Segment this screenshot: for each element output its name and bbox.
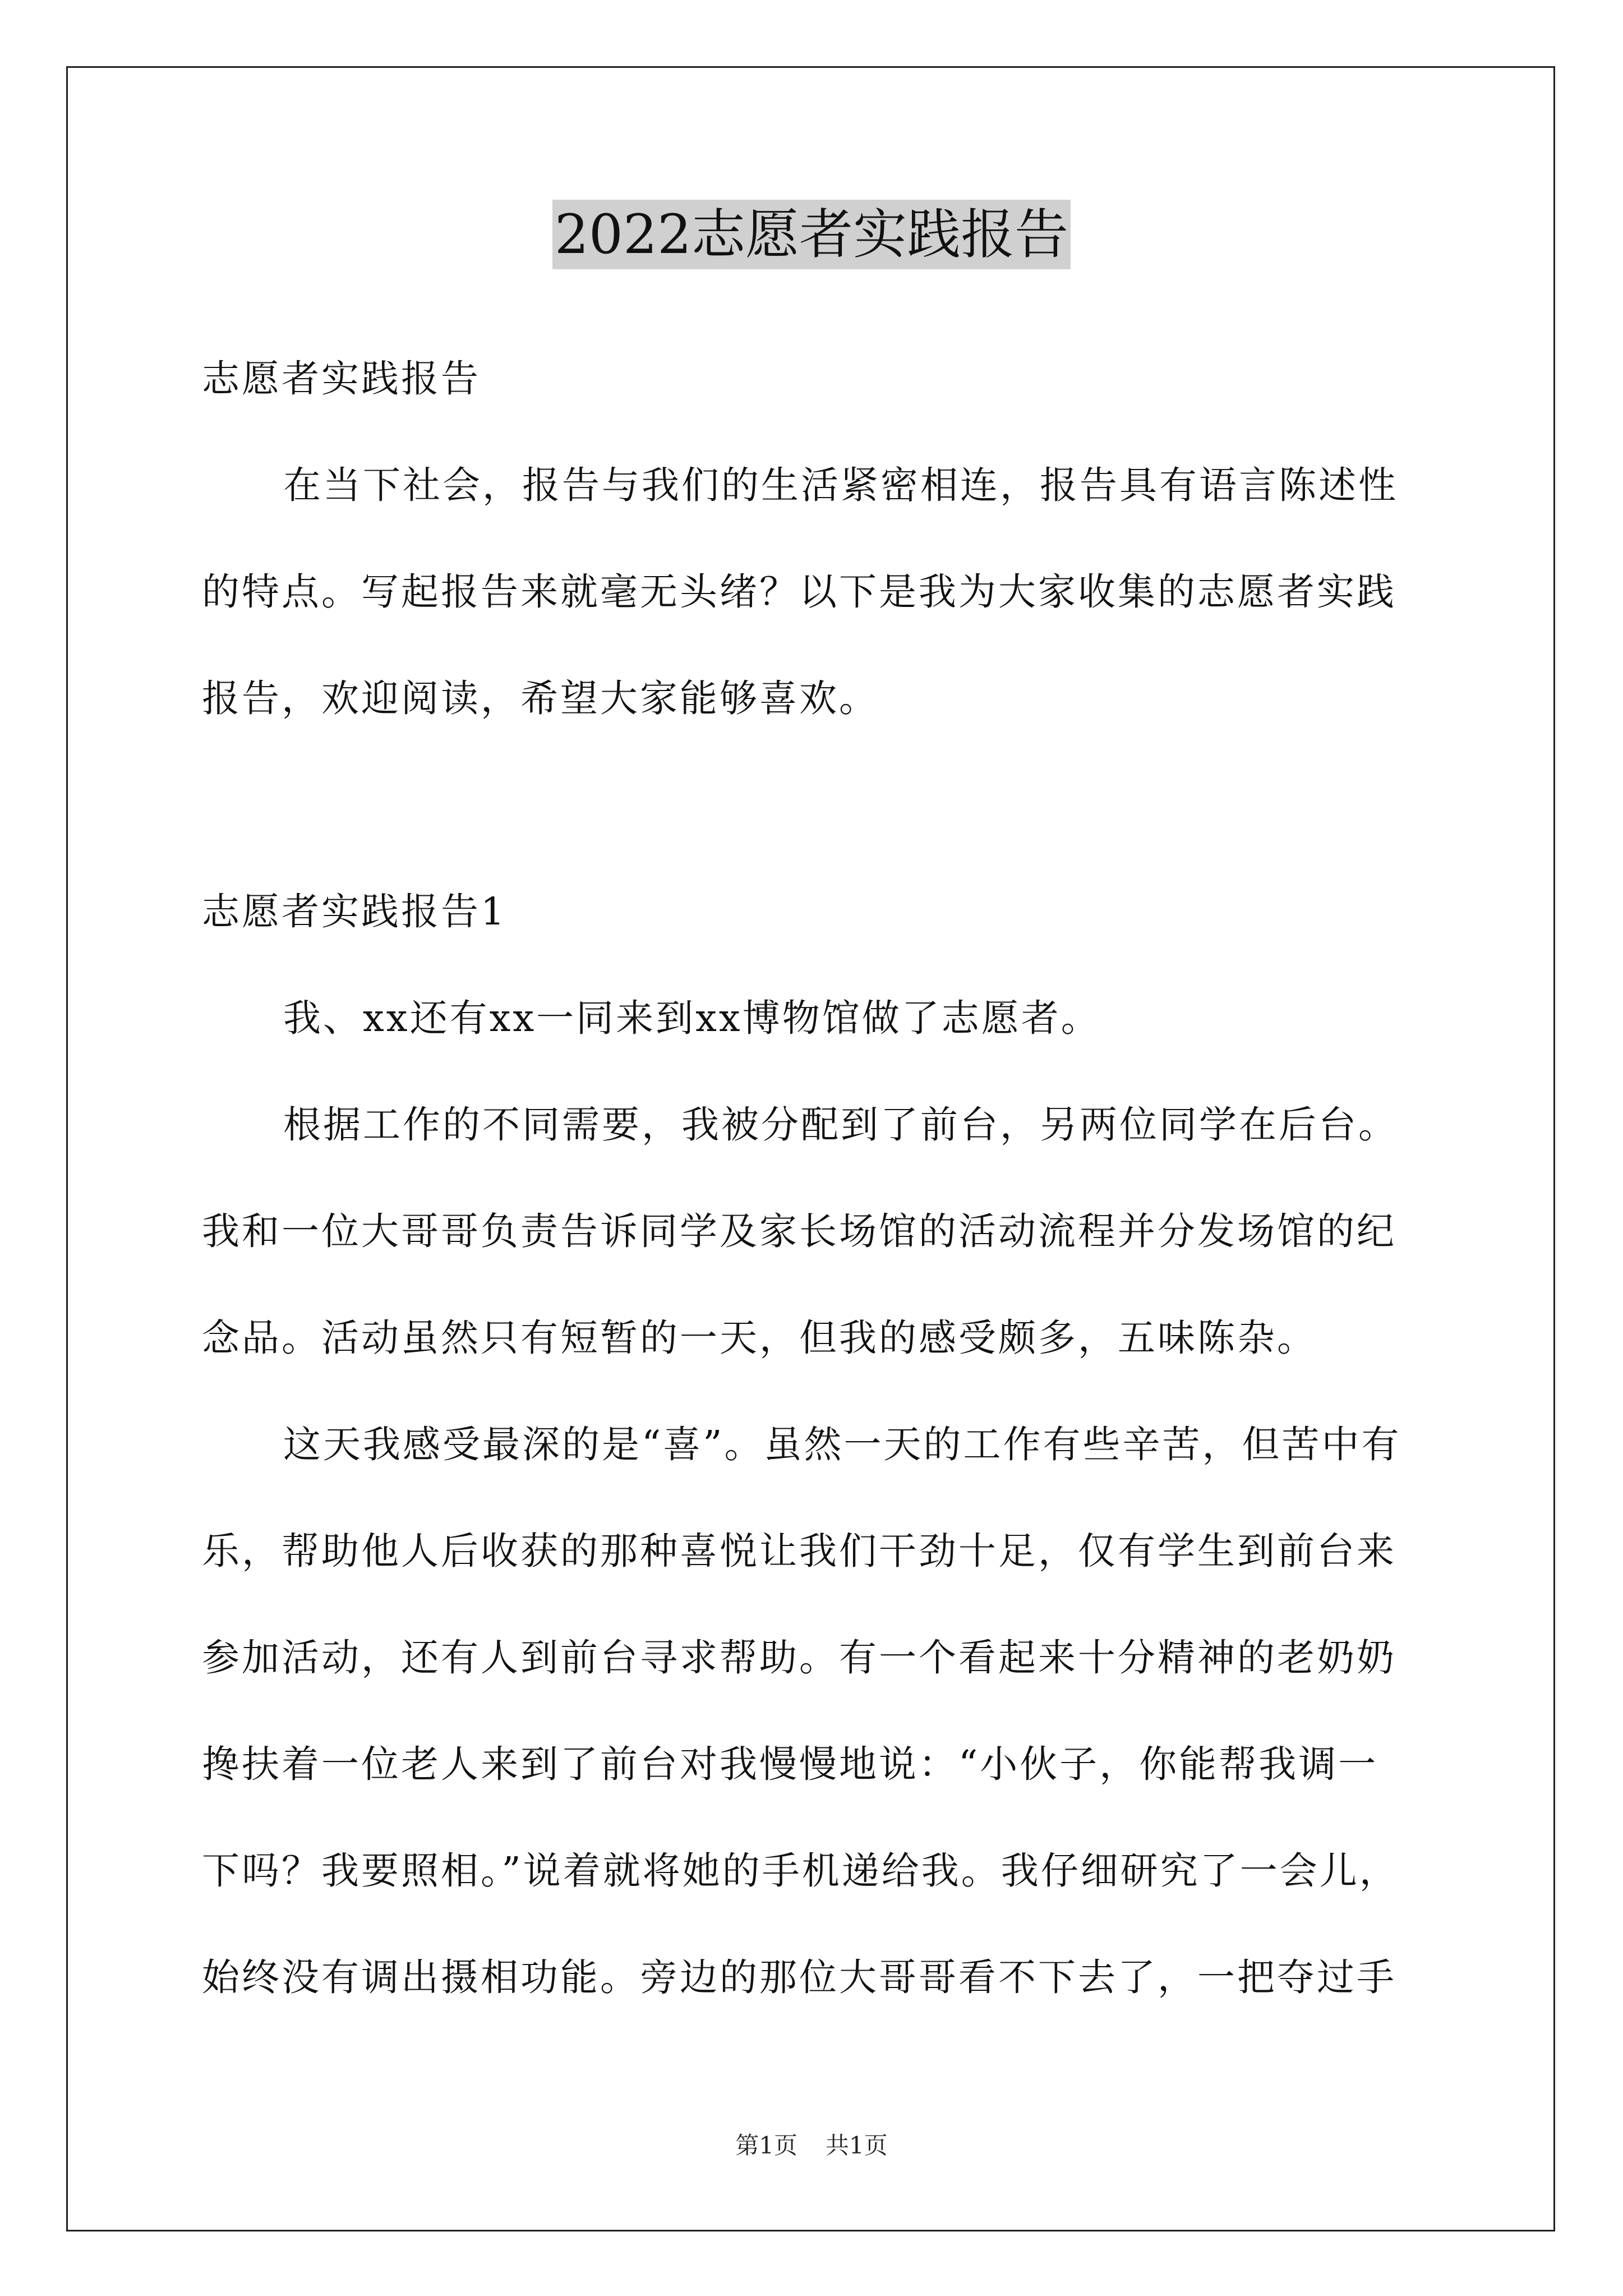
body-line: 搀扶着一位老人来到了前台对我慢慢地说：“小伙子，你能帮我调一	[202, 1742, 1378, 1786]
document-title-text: 2022志愿者实践报告	[552, 200, 1071, 269]
intro-line: 的特点。写起报告来就毫无头绪？以下是我为大家收集的志愿者实践	[202, 570, 1396, 614]
body-line: 我和一位大哥哥负责告诉同学及家长场馆的活动流程并分发场馆的纪	[202, 1209, 1396, 1253]
intro-line: 报告，欢迎阅读，希望大家能够喜欢。	[202, 677, 879, 720]
body-line: 始终没有调出摄相功能。旁边的那位大哥哥看不下去了，一把夺过手	[202, 1955, 1396, 1999]
intro-line: 在当下社会，报告与我们的生活紧密相连，报告具有语言陈述性	[283, 463, 1398, 507]
body-line: 念品。活动虽然只有短暂的一天，但我的感受颇多，五味陈杂。	[202, 1316, 1317, 1360]
body-line: 参加活动，还有人到前台寻求帮助。有一个看起来十分精神的老奶奶	[202, 1636, 1396, 1680]
page-total: 共1页	[826, 2132, 888, 2159]
body-line: 根据工作的不同需要，我被分配到了前台，另两位同学在后台。	[283, 1103, 1398, 1147]
section-heading: 志愿者实践报告1	[202, 890, 507, 933]
body-line: 这天我感受最深的是“喜”。虽然一天的工作有些辛苦，但苦中有	[283, 1423, 1401, 1466]
subtitle: 志愿者实践报告	[202, 357, 481, 401]
body-line: 我、xx还有xx一同来到xx博物馆做了志愿者。	[283, 996, 1101, 1040]
page-footer	[0, 2132, 1623, 2160]
body-line: 乐，帮助他人后收获的那种喜悦让我们干劲十足，仅有学生到前台来	[202, 1529, 1396, 1573]
page-number: 第1页	[735, 2132, 797, 2159]
document-title	[0, 201, 1623, 268]
body-line: 下吗？我要照相。”说着就将她的手机递给我。我仔细研究了一会儿，	[202, 1849, 1399, 1893]
